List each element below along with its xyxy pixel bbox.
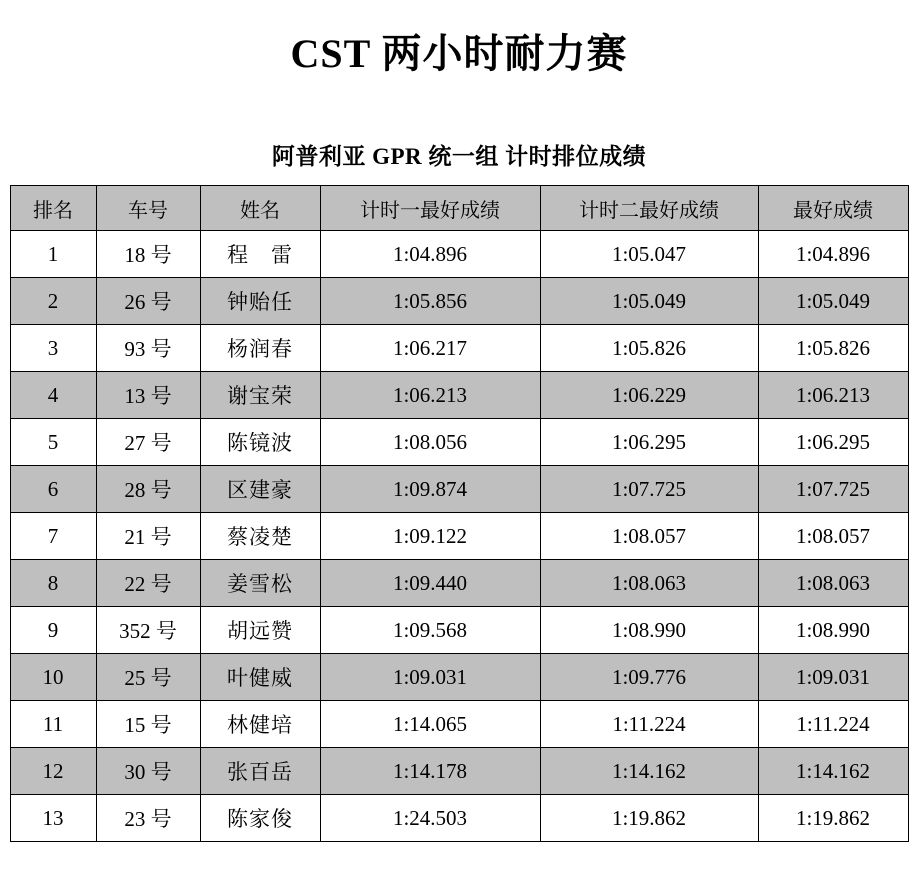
column-header-overall-best: 最好成绩 [758,186,908,231]
document-page [0,28,918,888]
cell-car-number: 27 号 [96,419,200,466]
cell-overall-best: 1:08.990 [758,607,908,654]
column-header-q1-best: 计时一最好成绩 [320,186,540,231]
table-row [10,607,908,654]
cell-q1-best: 1:09.874 [320,466,540,513]
qualifying-results-table [10,185,909,842]
cell-overall-best: 1:08.057 [758,513,908,560]
cell-car-number: 15 号 [96,701,200,748]
cell-car-number: 28 号 [96,466,200,513]
cell-rank: 6 [10,466,96,513]
cell-q2-best: 1:11.224 [540,701,758,748]
column-header-rank: 排名 [10,186,96,231]
cell-name: 谢宝荣 [200,372,320,419]
cell-name: 陈家俊 [200,795,320,842]
cell-name: 蔡凌楚 [200,513,320,560]
cell-rank: 3 [10,325,96,372]
cell-q2-best: 1:07.725 [540,466,758,513]
cell-rank: 9 [10,607,96,654]
cell-q1-best: 1:24.503 [320,795,540,842]
cell-q1-best: 1:06.213 [320,372,540,419]
cell-name: 胡远赞 [200,607,320,654]
cell-car-number: 18 号 [96,231,200,278]
cell-rank: 4 [10,372,96,419]
cell-q1-best: 1:08.056 [320,419,540,466]
cell-q1-best: 1:04.896 [320,231,540,278]
table-header-row [10,186,908,231]
table-row [10,466,908,513]
column-header-name: 姓名 [200,186,320,231]
table-row [10,419,908,466]
cell-overall-best: 1:04.896 [758,231,908,278]
table-row [10,231,908,278]
cell-name: 程 雷 [200,231,320,278]
cell-q2-best: 1:05.047 [540,231,758,278]
cell-car-number: 13 号 [96,372,200,419]
cell-q1-best: 1:14.178 [320,748,540,795]
cell-name: 姜雪松 [200,560,320,607]
cell-rank: 5 [10,419,96,466]
cell-overall-best: 1:05.049 [758,278,908,325]
cell-rank: 11 [10,701,96,748]
cell-name: 张百岳 [200,748,320,795]
cell-car-number: 25 号 [96,654,200,701]
cell-car-number: 22 号 [96,560,200,607]
cell-car-number: 93 号 [96,325,200,372]
cell-q1-best: 1:09.031 [320,654,540,701]
cell-car-number: 352 号 [96,607,200,654]
cell-q2-best: 1:06.229 [540,372,758,419]
cell-name: 林健培 [200,701,320,748]
cell-car-number: 23 号 [96,795,200,842]
cell-q2-best: 1:08.990 [540,607,758,654]
cell-overall-best: 1:06.295 [758,419,908,466]
column-header-q2-best: 计时二最好成绩 [540,186,758,231]
cell-rank: 7 [10,513,96,560]
cell-q2-best: 1:06.295 [540,419,758,466]
cell-q1-best: 1:05.856 [320,278,540,325]
cell-car-number: 21 号 [96,513,200,560]
cell-rank: 10 [10,654,96,701]
cell-q1-best: 1:09.440 [320,560,540,607]
cell-name: 钟贻任 [200,278,320,325]
cell-overall-best: 1:06.213 [758,372,908,419]
cell-rank: 1 [10,231,96,278]
table-row [10,654,908,701]
cell-name: 陈镜波 [200,419,320,466]
cell-overall-best: 1:05.826 [758,325,908,372]
cell-q2-best: 1:05.049 [540,278,758,325]
table-body [10,231,908,842]
table-row [10,325,908,372]
cell-car-number: 30 号 [96,748,200,795]
cell-rank: 8 [10,560,96,607]
column-header-car-number: 车号 [96,186,200,231]
cell-rank: 12 [10,748,96,795]
table-row [10,795,908,842]
cell-overall-best: 1:07.725 [758,466,908,513]
cell-q1-best: 1:06.217 [320,325,540,372]
cell-overall-best: 1:19.862 [758,795,908,842]
table-header [10,186,908,231]
table-row [10,560,908,607]
table-row [10,372,908,419]
cell-name: 杨润春 [200,325,320,372]
cell-overall-best: 1:14.162 [758,748,908,795]
cell-overall-best: 1:09.031 [758,654,908,701]
table-row [10,278,908,325]
page-title: CST 两小时耐力赛 [290,31,628,76]
cell-q2-best: 1:08.063 [540,560,758,607]
cell-name: 叶健威 [200,654,320,701]
cell-name: 区建豪 [200,466,320,513]
cell-q1-best: 1:14.065 [320,701,540,748]
cell-q1-best: 1:09.568 [320,607,540,654]
cell-q2-best: 1:08.057 [540,513,758,560]
cell-rank: 13 [10,795,96,842]
table-row [10,701,908,748]
table-row [10,513,908,560]
cell-q2-best: 1:05.826 [540,325,758,372]
cell-q2-best: 1:19.862 [540,795,758,842]
section-subtitle: 阿普利亚 GPR 统一组 计时排位成绩 [271,144,647,169]
cell-overall-best: 1:11.224 [758,701,908,748]
cell-overall-best: 1:08.063 [758,560,908,607]
cell-q2-best: 1:14.162 [540,748,758,795]
cell-rank: 2 [10,278,96,325]
table-row [10,748,908,795]
cell-car-number: 26 号 [96,278,200,325]
cell-q1-best: 1:09.122 [320,513,540,560]
cell-q2-best: 1:09.776 [540,654,758,701]
